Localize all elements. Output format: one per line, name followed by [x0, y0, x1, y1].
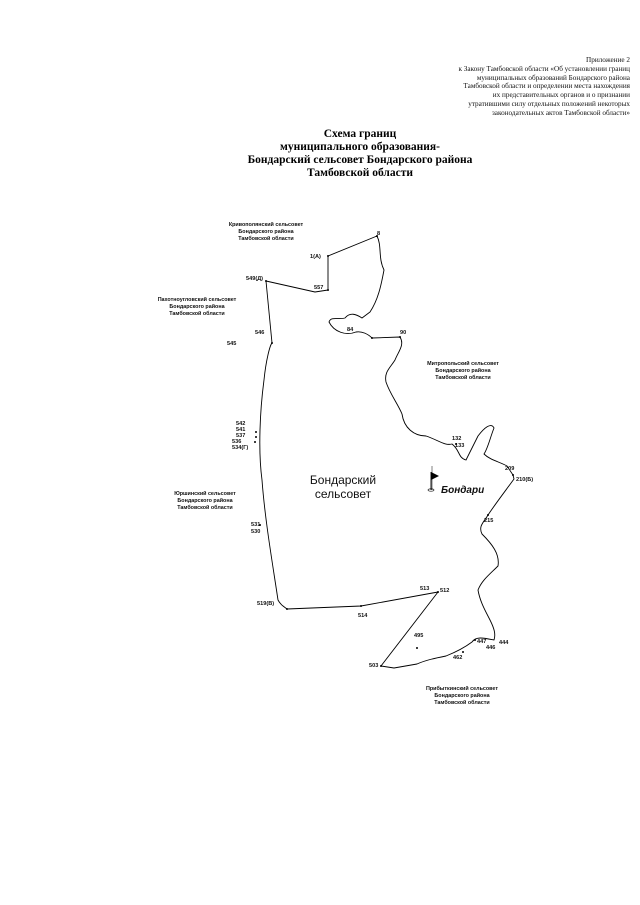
point-label: 132 — [452, 436, 462, 442]
point-label: 84 — [347, 327, 354, 333]
appendix-line: их представительных органов и о признании — [492, 91, 630, 100]
point-label: 537 — [236, 433, 246, 439]
point-label: 546 — [255, 330, 265, 336]
svg-text:Тамбовской области: Тамбовской области — [169, 311, 225, 317]
point-label: 462 — [453, 655, 463, 661]
point-label: 90 — [400, 330, 407, 336]
appendix-line: к Закону Тамбовской области «Об установлении границ — [458, 64, 630, 73]
point-label: 536 — [232, 439, 242, 445]
point-label: 133 — [455, 443, 465, 449]
title-line: Тамбовской области — [306, 167, 413, 179]
town-label: Бондари — [441, 485, 485, 496]
svg-text:Бондарского района: Бондарского района — [435, 368, 491, 374]
svg-text:Юршинский сельсовет: Юршинский сельсовет — [174, 491, 236, 497]
appendix-line: Тамбовской области и определении места нахождения — [463, 82, 630, 91]
svg-text:Прибыткинский сельсовет: Прибыткинский сельсовет — [426, 686, 498, 692]
point-label: 534(Г) — [232, 445, 249, 451]
svg-text:Бондарского района: Бондарского района — [434, 693, 490, 699]
point-label: 557 — [314, 285, 324, 291]
point-label: 209 — [505, 466, 515, 472]
svg-text:Митропольский сельсовет: Митропольский сельсовет — [427, 361, 499, 367]
svg-text:Тамбовской области: Тамбовской области — [434, 700, 490, 706]
neighbor-label-yurshinsky — [174, 490, 236, 511]
point-label: 447 — [477, 639, 487, 645]
svg-text:Бондарского района: Бондарского района — [169, 304, 225, 310]
svg-text:Тамбовской области: Тамбовской области — [177, 505, 233, 511]
point-label: 514 — [358, 613, 368, 619]
title-line: Бондарский сельсовет Бондарского района — [247, 154, 473, 166]
point-label: 215 — [484, 518, 494, 524]
point-label: 1(А) — [310, 254, 321, 260]
point-label: 503 — [369, 663, 379, 669]
neighbor-label-mitropolsky — [427, 360, 499, 381]
point-label: 542 — [236, 421, 246, 427]
point-labels — [227, 231, 533, 669]
point-label: 549(Д) — [246, 276, 264, 282]
point-label: 545 — [227, 341, 237, 347]
title-line: Схема границ — [323, 128, 397, 140]
point-label: 531 — [251, 522, 261, 528]
point-label: 530 — [251, 529, 261, 535]
svg-text:Пахотноугловский сельсовет: Пахотноугловский сельсовет — [157, 297, 237, 303]
svg-text:Тамбовской области: Тамбовской области — [435, 375, 491, 381]
point-label: 541 — [236, 427, 246, 433]
neighbor-label-krivopolyansky — [229, 221, 304, 242]
point-label: 446 — [486, 645, 496, 651]
appendix-line: законодательных актов Тамбовской области» — [491, 108, 630, 117]
point-label: 210(Б) — [516, 477, 534, 483]
point-label: 8 — [377, 231, 381, 237]
point-label: 519(В) — [257, 601, 275, 607]
point-label: 495 — [414, 633, 424, 639]
neighbor-label-pakhotnougolovsky — [158, 296, 237, 317]
svg-text:Кривополянский сельсовет: Кривополянский сельсовет — [228, 222, 304, 228]
appendix-line: Приложение 2 — [586, 56, 630, 64]
point-label: 512 — [440, 588, 450, 594]
title-line: муниципального образования- — [280, 141, 440, 153]
svg-text:Бондарского района: Бондарского района — [238, 229, 294, 235]
center-label-line: Бондарский — [309, 473, 377, 487]
flag-icon — [428, 472, 439, 491]
center-label-line: сельсовет — [314, 487, 372, 501]
svg-text:Тамбовской области: Тамбовской области — [238, 236, 294, 242]
appendix-line: утратившими силу отдельных положений некоторых — [468, 99, 630, 108]
svg-text:Бондарского района: Бондарского района — [177, 498, 233, 504]
neighbor-label-pribytkinsky — [426, 685, 498, 706]
boundary-line — [260, 236, 514, 668]
appendix-line: муниципальных образований Бондарского района — [476, 73, 630, 82]
point-label: 513 — [420, 586, 430, 592]
point-label: 444 — [499, 640, 509, 646]
